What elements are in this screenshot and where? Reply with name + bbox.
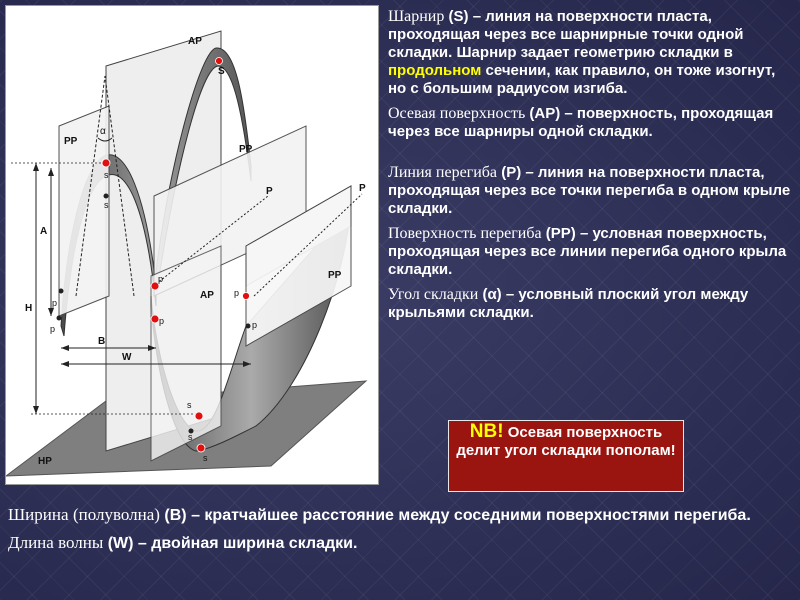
definition-inflection-line: Линия перегиба (P) – линия на поверхности пласта, проходящая через все точки перегиба в одном крыле складки. — [388, 164, 791, 217]
term-hinge: Шарнир — [388, 8, 445, 25]
label-p-upper: P — [266, 186, 273, 197]
label-p-small: p — [252, 320, 258, 330]
definition-wavelength: Длина волны (W) – двойная ширина складки. — [8, 533, 358, 552]
nb-callout — [448, 420, 684, 492]
definition-hinge: Шарнир (S) – линия на поверхности пласта, проходящая через все шарнирные точки одной складки. Шарнир задает геометрию складки в продольном сечении, как правило, он тоже изогнут, но с большим радиусом изгиба. — [388, 8, 776, 97]
label-ap-top: AP — [188, 36, 202, 47]
hinge-point — [197, 444, 205, 452]
definition-axial-surface: Осевая поверхность (AP) – поверхность, проходящая через все шарниры одной складки. — [388, 105, 774, 140]
label-pp-center: PP — [239, 144, 253, 155]
hinge-point — [102, 159, 110, 167]
term-inflection-surface: Поверхность перегиба — [388, 225, 542, 242]
label-p-lower: P — [359, 183, 366, 194]
hinge-point — [216, 58, 223, 65]
label-ap-mid: AP — [200, 290, 214, 301]
inflection-point — [151, 315, 159, 323]
label-p-small: p — [50, 324, 56, 334]
label-p-small: p — [234, 288, 240, 298]
definitions-panel — [388, 8, 793, 329]
label-b: B — [98, 336, 106, 347]
definition-inflection-surface: Поверхность перегиба (PP) – условная поверхность, проходящая через все линии перегиба одного крыла складки. — [388, 225, 787, 278]
label-p-small: p — [158, 274, 164, 284]
nb-key: NB! — [469, 421, 504, 442]
term-axial-surface: Осевая поверхность — [388, 105, 526, 122]
label-s-small: s — [203, 453, 208, 463]
label-s-small: s — [188, 432, 193, 442]
label-s-small: s — [187, 400, 192, 410]
label-a: A — [40, 226, 48, 237]
label-p-small: p — [159, 316, 165, 326]
bottom-definitions — [8, 505, 793, 561]
label-pp-left: PP — [64, 136, 78, 147]
label-p-small: p — [52, 298, 58, 308]
fold-diagram — [5, 5, 379, 485]
term-inflection-line: Линия перегиба — [388, 164, 498, 181]
term-width: Ширина — [8, 505, 69, 524]
term-wavelength: Длина волны — [8, 533, 104, 552]
nb-text: Осевая поверхность делит угол складки пополам! — [456, 424, 676, 459]
definition-width: Ширина (полуволна) (B) – кратчайшее расстояние между соседними поверхностями перегиба. — [8, 505, 751, 524]
label-s-small: s — [104, 200, 109, 210]
label-s: S — [218, 66, 225, 77]
label-pp-right: PP — [328, 270, 342, 281]
definition-fold-angle: Угол складки (α) – условный плоский угол между крыльями складки. — [388, 286, 749, 321]
highlight-longitudinal: продольном — [388, 62, 482, 79]
label-h: H — [25, 303, 33, 314]
label-hp: HP — [38, 456, 52, 467]
label-w: W — [122, 352, 132, 363]
hinge-point — [195, 412, 203, 420]
term-fold-angle: Угол складки — [388, 286, 479, 303]
inflection-point — [243, 293, 250, 300]
label-s-small: s — [104, 170, 109, 180]
label-alpha: α — [100, 126, 106, 137]
